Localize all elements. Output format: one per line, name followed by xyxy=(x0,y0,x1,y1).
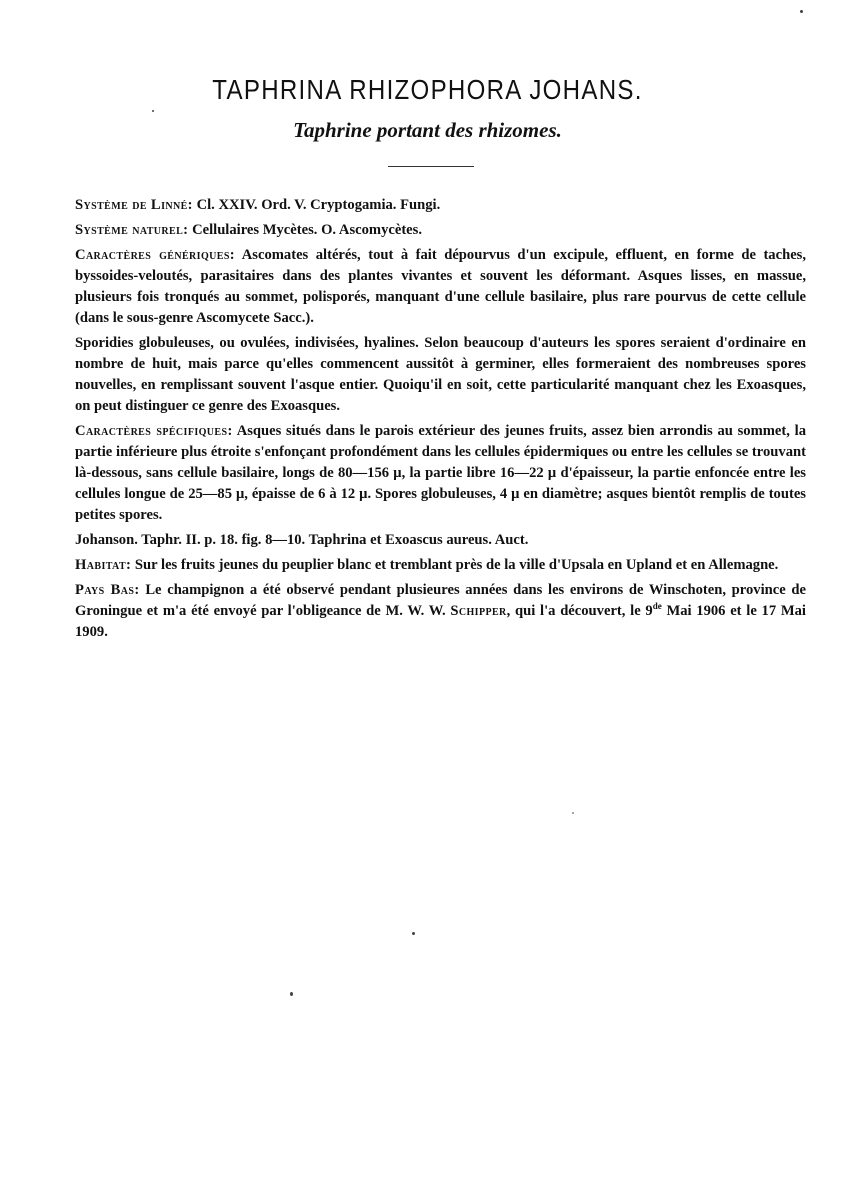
paragraph-generiques xyxy=(75,245,806,329)
label-habitat: Habitat: xyxy=(75,557,132,573)
paragraph-pays-bas xyxy=(75,580,806,643)
paragraph-habitat xyxy=(75,555,806,576)
text-pays-bas-c: Mai 1906 et le 17 Mai 1909. xyxy=(75,603,806,640)
label-linne: Système de Linné: xyxy=(75,197,193,213)
text-pays-bas-a: Le champignon a été observé pendant plusieures années dans les environs de Winschoten, province de Groningue et m'a été envoyé par l'obligeance de M. W. W. xyxy=(75,582,806,619)
text-naturel: Cellulaires Mycètes. O. Ascomycètes. xyxy=(188,222,422,238)
paragraph-johanson xyxy=(75,530,806,551)
scan-speck xyxy=(290,992,293,996)
page-title: TAPHRINA RHIZOPHORA JOHANS. xyxy=(212,74,643,105)
text-sporidies: Sporidies globuleuses, ou ovulées, indivisées, hyalines. Selon beaucoup d'auteurs les spores seraient d'ordinaire en nombre de huit, mais parce qu'elles commencent aussitôt à germiner, elles formeraient des nombreuses spores nouvelles, en remplissant souvent l'asque entier. Quoiqu'il en soit, cette particularité manquant chez les Exoasques, on peut distinguer ce genre des Exoasques. xyxy=(75,335,806,414)
text-linne: Cl. XXIV. Ord. V. Cryptogamia. Fungi. xyxy=(192,197,441,213)
title-divider xyxy=(388,166,474,167)
superscript-de: de xyxy=(652,601,662,612)
text-johanson: Johanson. Taphr. II. p. 18. fig. 8—10. Taphrina et Exoascus aureus. Auct. xyxy=(75,532,529,548)
text-pays-bas-b: , qui l'a découvert, le 9 xyxy=(506,603,653,619)
text-habitat: Sur les fruits jeunes du peuplier blanc et tremblant près de la ville d'Upsala en Upland et en Allemagne. xyxy=(131,557,779,573)
label-naturel: Système naturel: xyxy=(75,222,189,238)
paragraph-naturel xyxy=(75,220,806,241)
paragraph-specifiques xyxy=(75,421,806,526)
description-body xyxy=(75,195,806,647)
label-generiques: Caractères génériques: xyxy=(75,247,236,263)
scan-speck xyxy=(412,932,415,935)
name-schipper: Schipper xyxy=(450,603,507,619)
label-specifiques: Caractères spécifiques: xyxy=(75,423,233,439)
page-subtitle: Taphrine portant des rhizomes. xyxy=(293,118,562,142)
paragraph-sporidies xyxy=(75,333,806,417)
scan-speck xyxy=(800,10,803,13)
scan-speck xyxy=(572,812,574,814)
scan-speck xyxy=(152,110,154,112)
paragraph-linne xyxy=(75,195,806,216)
text-generiques: Ascomates altérés, tout à fait dépourvus d'un excipule, effluent, en forme de taches, byssoides-veloutés, parasitaires dans des plantes vivantes et souvent les déformant. Asques lisses, en massue, plusieurs fois tronqués au sommet, polisporés, manquant d'une cellule basilaire, plus rare pourvus de cette cellule (dans le sous-genre Ascomycete Sacc.). xyxy=(75,247,807,326)
label-pays-bas: Pays Bas: xyxy=(75,582,140,598)
text-specifiques: Asques situés dans le parois extérieur des jeunes fruits, assez bien arrondis au sommet, la partie inférieure plus étroite s'enfonçant profondément dans les cellules épidermiques ou entre les cellules se trouvant là-dessous, sans cellule basilaire, longs de 80—156 μ, la partie libre 16—22 μ d'épaisseur, la partie enfoncée entre les cellules longue de 25—85 μ, épaisse de 6 à 12 μ. Spores globuleuses, 4 μ en diamètre; asques bientôt remplis de toutes petites spores. xyxy=(75,423,806,523)
